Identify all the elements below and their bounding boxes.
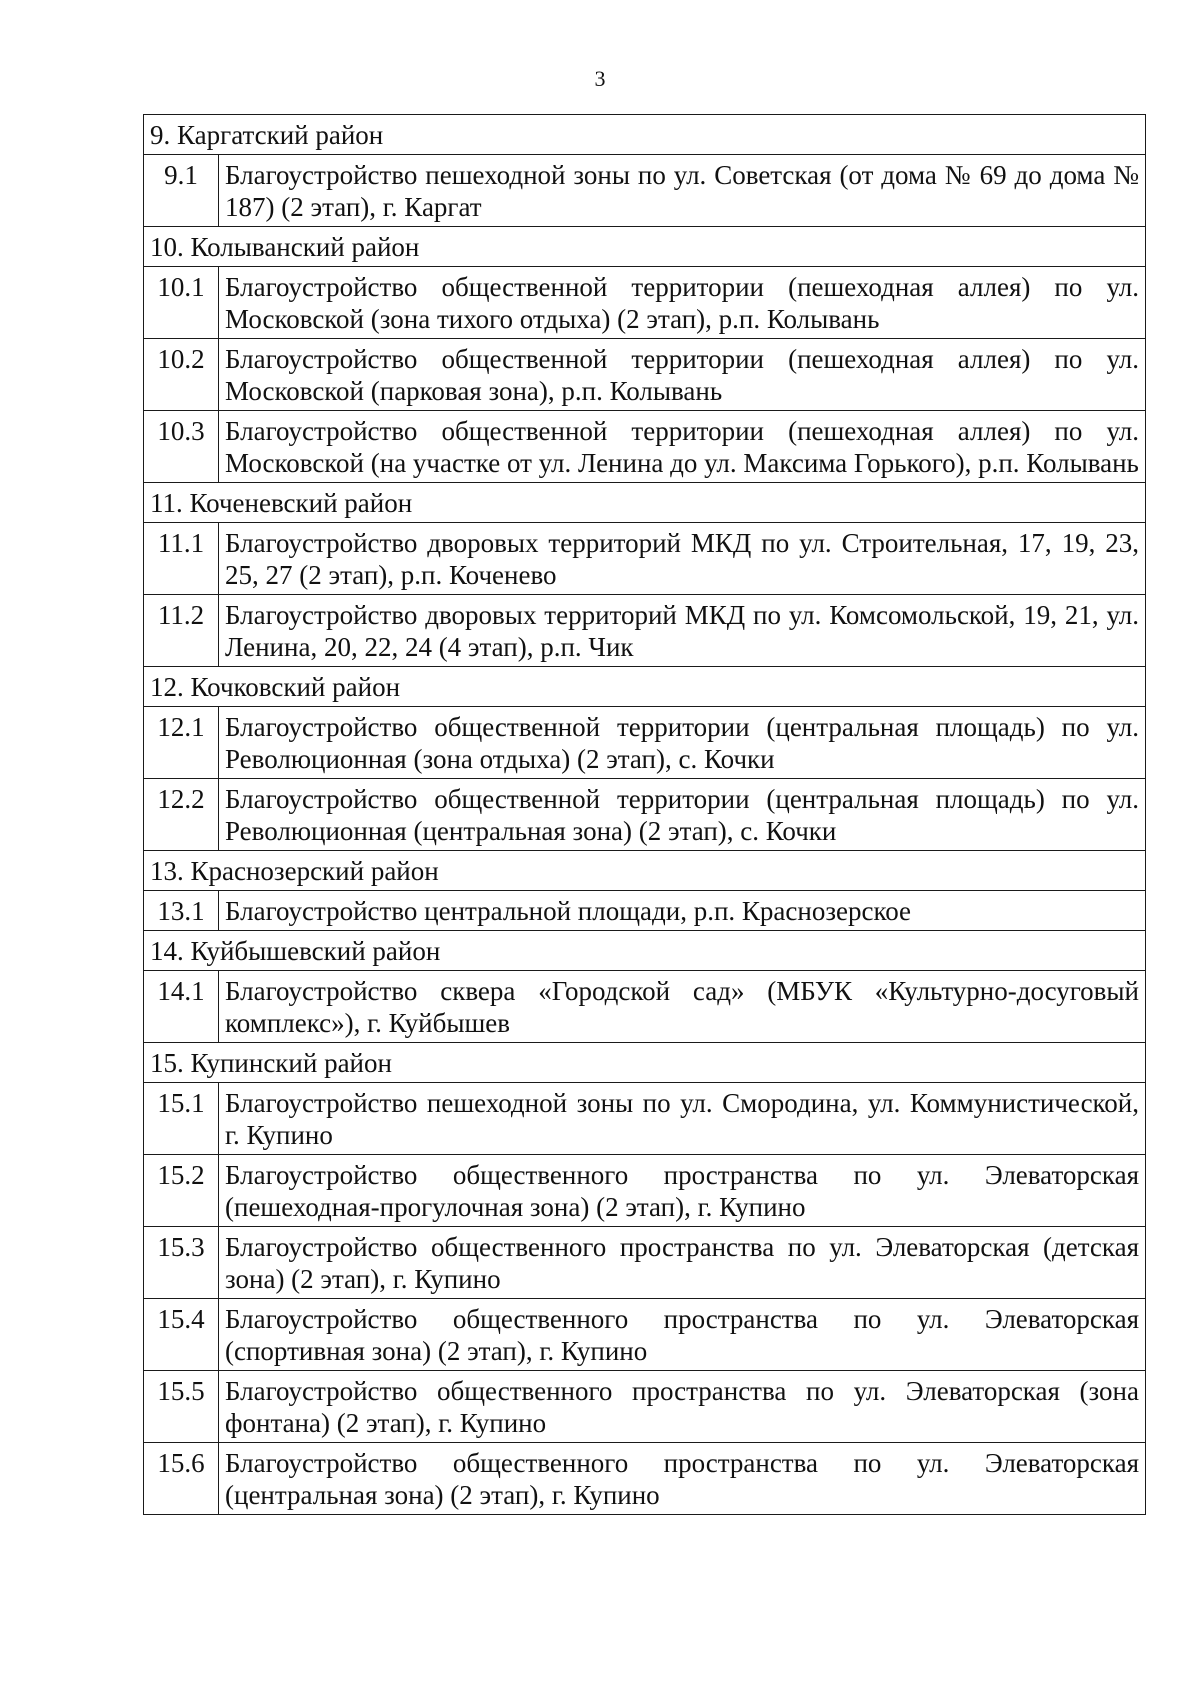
table-row [144, 155, 1146, 227]
table-row [144, 779, 1146, 851]
district-title: 10. Колыванский район [144, 227, 1146, 267]
table-row [144, 1227, 1146, 1299]
table-row [144, 523, 1146, 595]
district-header-row [144, 851, 1146, 891]
item-number: 9.1 [144, 155, 219, 227]
item-number: 15.2 [144, 1155, 219, 1227]
item-number: 15.5 [144, 1371, 219, 1443]
table-body [144, 115, 1146, 1515]
item-description: Благоустройство дворовых территорий МКД по ул. Комсомольской, 19, 21, ул. Ленина, 20, 22, 24 (4 этап), р.п. Чик [219, 595, 1146, 667]
table-row [144, 267, 1146, 339]
item-number: 11.2 [144, 595, 219, 667]
item-description: Благоустройство сквера «Городской сад» (МБУК «Культурно-досуговый комплекс»), г. Куйбышев [219, 971, 1146, 1043]
page-number: 3 [594, 66, 606, 91]
district-header-row [144, 931, 1146, 971]
item-number: 12.1 [144, 707, 219, 779]
district-title: 13. Краснозерский район [144, 851, 1146, 891]
item-number: 11.1 [144, 523, 219, 595]
table-row [144, 891, 1146, 931]
item-number: 15.3 [144, 1227, 219, 1299]
item-description: Благоустройство общественной территории (пешеходная аллея) по ул. Московской (парковая зона), р.п. Колывань [219, 339, 1146, 411]
table-row [144, 1371, 1146, 1443]
item-description: Благоустройство пешеходной зоны по ул. Смородина, ул. Коммунистической, г. Купино [219, 1083, 1146, 1155]
table-row [144, 1083, 1146, 1155]
table-row [144, 1155, 1146, 1227]
table-row [144, 1299, 1146, 1371]
district-title: 14. Куйбышевский район [144, 931, 1146, 971]
item-description: Благоустройство общественного пространства по ул. Элеваторская (центральная зона) (2 этап), г. Купино [219, 1443, 1146, 1515]
item-description: Благоустройство общественной территории (центральная площадь) по ул. Революционная (центральная зона) (2 этап), с. Кочки [219, 779, 1146, 851]
item-number: 15.4 [144, 1299, 219, 1371]
item-number: 14.1 [144, 971, 219, 1043]
improvement-projects-table [143, 114, 1146, 1515]
table-row [144, 339, 1146, 411]
item-number: 13.1 [144, 891, 219, 931]
item-description: Благоустройство общественной территории (центральная площадь) по ул. Революционная (зона отдыха) (2 этап), с. Кочки [219, 707, 1146, 779]
table-row [144, 707, 1146, 779]
item-number: 10.3 [144, 411, 219, 483]
district-header-row [144, 483, 1146, 523]
district-header-row [144, 115, 1146, 155]
item-number: 10.2 [144, 339, 219, 411]
table-row [144, 971, 1146, 1043]
district-title: 9. Каргатский район [144, 115, 1146, 155]
item-number: 15.6 [144, 1443, 219, 1515]
district-header-row [144, 667, 1146, 707]
district-title: 11. Коченевский район [144, 483, 1146, 523]
item-description: Благоустройство общественного пространства по ул. Элеваторская (пешеходная-прогулочная зона) (2 этап), г. Купино [219, 1155, 1146, 1227]
district-title: 15. Купинский район [144, 1043, 1146, 1083]
table-row [144, 1443, 1146, 1515]
item-description: Благоустройство пешеходной зоны по ул. Советская (от дома № 69 до дома № 187) (2 этап), г. Каргат [219, 155, 1146, 227]
item-number: 12.2 [144, 779, 219, 851]
item-description: Благоустройство общественного пространства по ул. Элеваторская (детская зона) (2 этап), г. Купино [219, 1227, 1146, 1299]
item-description: Благоустройство общественной территории (пешеходная аллея) по ул. Московской (зона тихого отдыха) (2 этап), р.п. Колывань [219, 267, 1146, 339]
item-description: Благоустройство общественного пространства по ул. Элеваторская (спортивная зона) (2 этап), г. Купино [219, 1299, 1146, 1371]
district-title: 12. Кочковский район [144, 667, 1146, 707]
item-description: Благоустройство дворовых территорий МКД по ул. Строительная, 17, 19, 23, 25, 27 (2 этап), р.п. Коченево [219, 523, 1146, 595]
item-description: Благоустройство центральной площади, р.п. Краснозерское [219, 891, 1146, 931]
district-header-row [144, 227, 1146, 267]
table-row [144, 595, 1146, 667]
item-description: Благоустройство общественного пространства по ул. Элеваторская (зона фонтана) (2 этап), г. Купино [219, 1371, 1146, 1443]
item-description: Благоустройство общественной территории (пешеходная аллея) по ул. Московской (на участке от ул. Ленина до ул. Максима Горького), р.п. Колывань [219, 411, 1146, 483]
item-number: 10.1 [144, 267, 219, 339]
district-header-row [144, 1043, 1146, 1083]
item-number: 15.1 [144, 1083, 219, 1155]
table-row [144, 411, 1146, 483]
